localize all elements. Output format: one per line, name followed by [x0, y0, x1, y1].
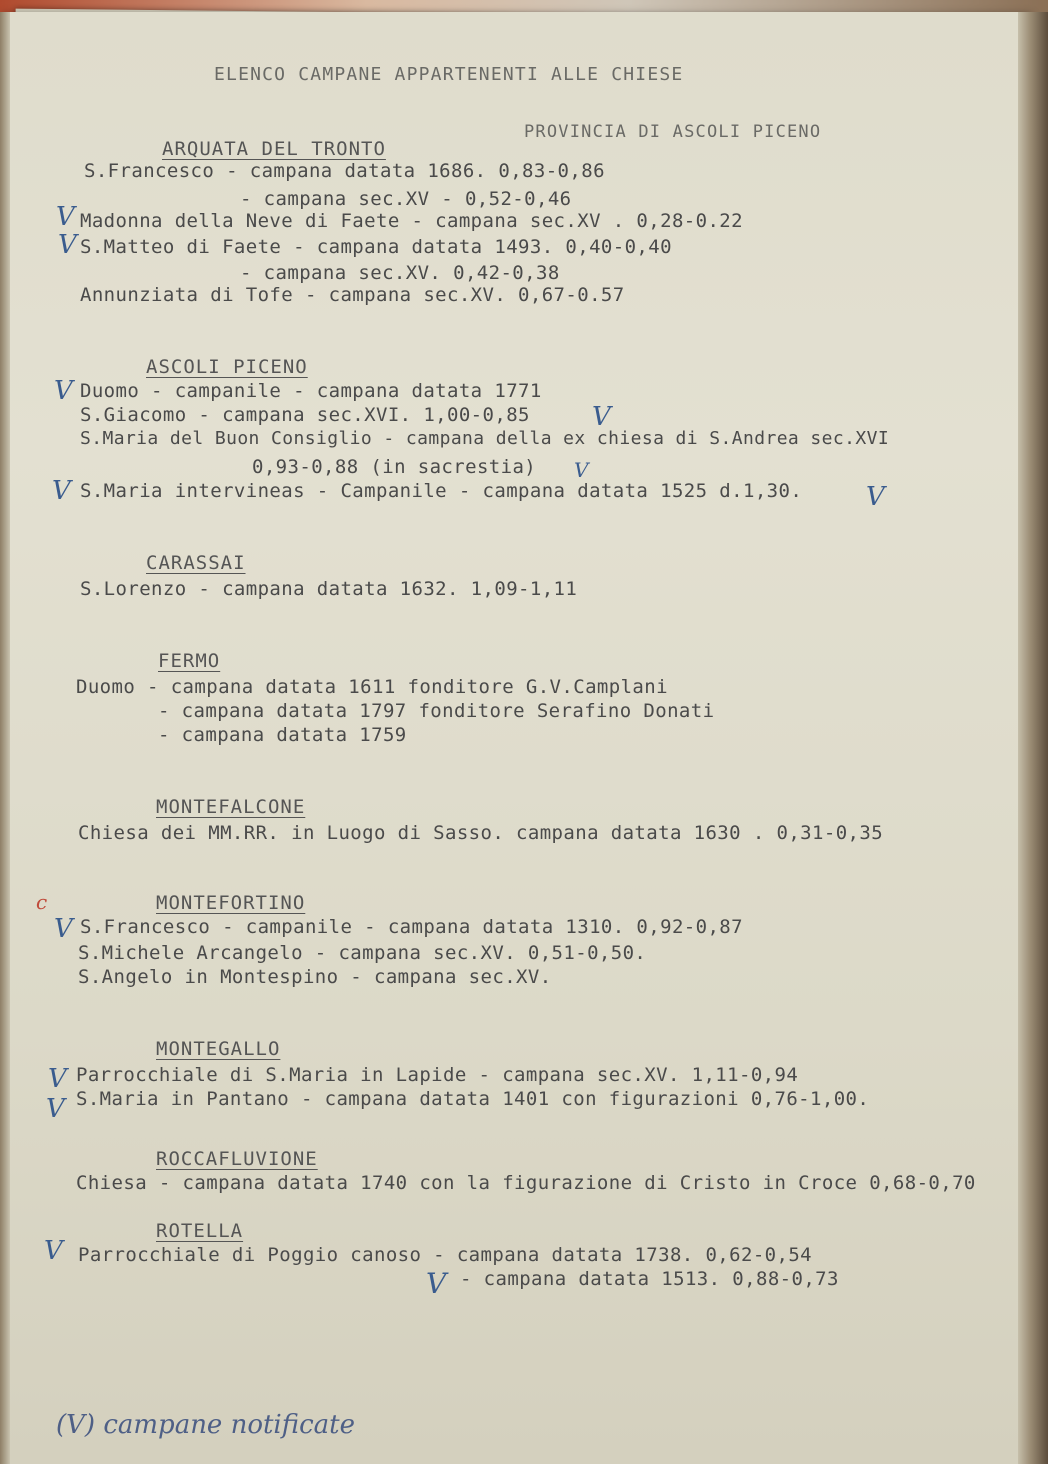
section-heading: ARQUATA DEL TRONTO — [162, 138, 386, 160]
entry-line: Annunziata di Tofe - campana sec.XV. 0,67-0.57 — [80, 284, 625, 306]
entry-line: S.Francesco - campana datata 1686. 0,83-0,86 — [84, 160, 605, 182]
entry-line: S.Matteo di Faete - campana datata 1493. 0,40-0,40 — [80, 236, 672, 258]
entry-line: S.Maria in Pantano - campana datata 1401 con figurazioni 0,76-1,00. — [76, 1088, 870, 1110]
entry-line: Parrocchiale di S.Maria in Lapide - campana sec.XV. 1,11-0,94 — [76, 1064, 799, 1086]
red-mark-icon: c — [36, 890, 48, 914]
check-mark-icon: V — [58, 230, 77, 260]
check-mark-icon: V — [56, 202, 75, 232]
entry-line: S.Francesco - campanile - campana datata 1310. 0,92-0,87 — [80, 916, 743, 938]
entry-line: S.Angelo in Montespino - campana sec.XV. — [78, 966, 552, 988]
entry-line: S.Giacomo - campana sec.XVI. 1,00-0,85 — [80, 404, 530, 426]
binder-edge — [0, 12, 10, 1464]
entry-line: S.Michele Arcangelo - campana sec.XV. 0,51-0,50. — [78, 942, 647, 964]
check-mark-icon: V — [592, 402, 611, 432]
entry-line: S.Maria intervineas - Campanile - campana datata 1525 d.1,30. — [80, 480, 803, 502]
entry-line: - campana datata 1759 — [158, 724, 407, 746]
entry-line: Duomo - campanile - campana datata 1771 — [80, 380, 542, 402]
document-title: ELENCO CAMPANE APPARTENENTI ALLE CHIESE — [214, 64, 684, 85]
entry-line: Madonna della Neve di Faete - campana sec.XV . 0,28-0.22 — [80, 210, 743, 232]
check-mark-icon: V — [54, 376, 73, 406]
handwritten-footer-note: (V) campane notificate — [56, 1410, 355, 1440]
entry-line: - campana sec.XV - 0,52-0,46 — [240, 188, 572, 210]
check-mark-icon: V — [426, 1267, 447, 1300]
check-mark-icon: V — [52, 476, 71, 506]
entry-line: - campana datata 1797 fonditore Serafino Donati — [158, 700, 715, 722]
check-mark-icon: V — [48, 1064, 67, 1094]
check-mark-icon: V — [46, 1094, 65, 1124]
section-heading: FERMO — [158, 650, 221, 672]
check-mark-icon: V — [44, 1236, 63, 1266]
check-mark-icon: V — [54, 914, 73, 944]
entry-line: S.Lorenzo - campana datata 1632. 1,09-1,11 — [80, 578, 578, 600]
section-heading: ASCOLI PICENO — [146, 356, 308, 378]
entry-line: 0,93-0,88 (in sacrestia) — [252, 456, 537, 478]
province-label: PROVINCIA DI ASCOLI PICENO — [524, 122, 822, 142]
stacked-pages-edge — [1018, 12, 1048, 1464]
entry-line: Duomo - campana datata 1611 fonditore G.V.Camplani — [76, 676, 668, 698]
entry-line: Chiesa dei MM.RR. in Luogo di Sasso. campana datata 1630 . 0,31-0,35 — [78, 822, 884, 844]
section-heading: MONTEGALLO — [156, 1038, 281, 1060]
entry-line: Parrocchiale di Poggio canoso - campana datata 1738. 0,62-0,54 — [78, 1244, 813, 1266]
section-heading: CARASSAI — [146, 552, 246, 574]
check-mark-icon: V — [866, 482, 885, 512]
entry-line: Chiesa - campana datata 1740 con la figurazione di Cristo in Croce 0,68-0,70 — [76, 1172, 976, 1194]
section-heading: MONTEFALCONE — [156, 796, 306, 818]
entry-line: S.Maria del Buon Consiglio - campana della ex chiesa di S.Andrea sec.XVI — [80, 428, 890, 449]
check-mark-icon: V — [574, 458, 589, 482]
entry-line: - campana datata 1513. 0,88-0,73 — [460, 1268, 839, 1290]
section-heading: MONTEFORTINO — [156, 892, 306, 914]
section-heading: ROCCAFLUVIONE — [156, 1148, 318, 1170]
entry-line: - campana sec.XV. 0,42-0,38 — [240, 262, 560, 284]
section-heading: ROTELLA — [156, 1220, 244, 1242]
